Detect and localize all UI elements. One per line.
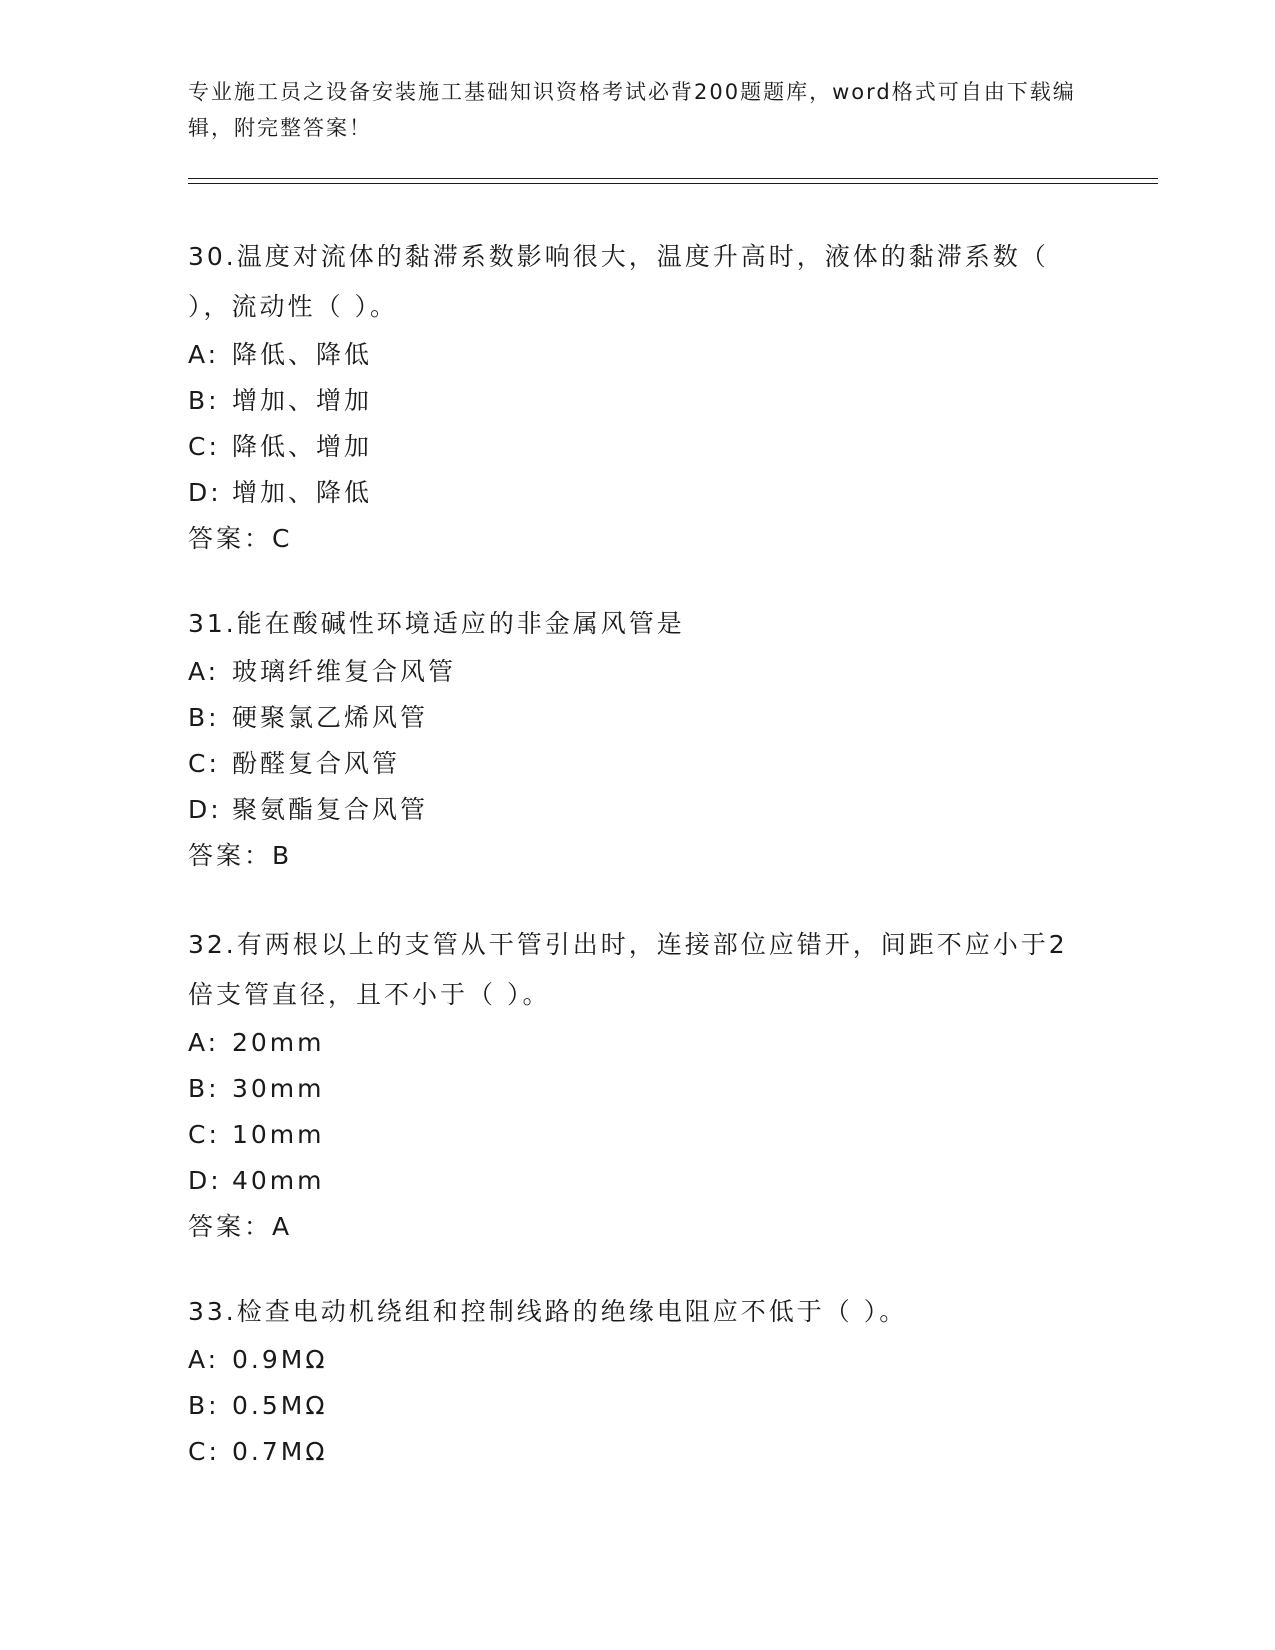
question-stem: 31.能在酸碱性环境适应的非金属风管是 bbox=[188, 609, 685, 638]
option-key: C: bbox=[188, 432, 220, 461]
question-stem: 30.温度对流体的黏滞系数影响很大，温度升高时，液体的黏滞系数（ ），流动性（ ）。 bbox=[188, 242, 1049, 321]
option-key: A: bbox=[188, 340, 220, 369]
option-key: B: bbox=[188, 1074, 220, 1103]
option-key: B: bbox=[188, 703, 220, 732]
option-b bbox=[188, 378, 1088, 424]
header-divider-bottom bbox=[188, 183, 1158, 184]
option-c bbox=[188, 424, 1088, 470]
option-a bbox=[188, 1020, 1088, 1066]
option-text: 30mm bbox=[232, 1074, 325, 1103]
option-text: 降低、降低 bbox=[232, 340, 373, 369]
option-d bbox=[188, 470, 1088, 516]
option-key: C: bbox=[188, 1437, 220, 1466]
option-b bbox=[188, 1383, 1088, 1429]
option-text: 0.5MΩ bbox=[232, 1391, 328, 1420]
option-text: 增加、增加 bbox=[232, 386, 373, 415]
answer-value: A bbox=[272, 1212, 293, 1241]
answer-label: 答案： bbox=[188, 1212, 273, 1241]
question-30 bbox=[188, 232, 1088, 562]
option-text: 0.9MΩ bbox=[232, 1345, 328, 1374]
option-key: D: bbox=[188, 795, 222, 824]
option-text: 硬聚氯乙烯风管 bbox=[232, 703, 429, 732]
option-key: C: bbox=[188, 1120, 220, 1149]
header-divider-top bbox=[188, 178, 1158, 179]
option-key: B: bbox=[188, 386, 220, 415]
answer-line bbox=[188, 516, 1088, 562]
option-c bbox=[188, 741, 1088, 787]
option-c bbox=[188, 1112, 1088, 1158]
option-key: B: bbox=[188, 1391, 220, 1420]
option-a bbox=[188, 649, 1088, 695]
option-key: C: bbox=[188, 749, 220, 778]
option-text: 0.7MΩ bbox=[232, 1437, 328, 1466]
option-c bbox=[188, 1429, 1088, 1475]
option-text: 40mm bbox=[232, 1166, 325, 1195]
option-key: D: bbox=[188, 1166, 222, 1195]
option-text: 降低、增加 bbox=[232, 432, 373, 461]
option-text: 增加、降低 bbox=[232, 478, 373, 507]
option-d bbox=[188, 1158, 1088, 1204]
option-text: 酚醛复合风管 bbox=[232, 749, 401, 778]
answer-line bbox=[188, 833, 1088, 879]
option-key: D: bbox=[188, 478, 222, 507]
option-key: A: bbox=[188, 657, 220, 686]
question-stem: 32.有两根以上的支管从干管引出时，连接部位应错开，间距不应小于2倍支管直径，且不小于（ ）。 bbox=[188, 930, 1068, 1009]
question-33 bbox=[188, 1287, 1088, 1475]
answer-label: 答案： bbox=[188, 841, 273, 870]
option-a bbox=[188, 332, 1088, 378]
question-32 bbox=[188, 920, 1088, 1250]
option-b bbox=[188, 695, 1088, 741]
answer-value: C bbox=[272, 524, 293, 553]
option-text: 10mm bbox=[232, 1120, 325, 1149]
option-text: 聚氨酯复合风管 bbox=[232, 795, 429, 824]
answer-line bbox=[188, 1204, 1088, 1250]
option-d bbox=[188, 787, 1088, 833]
option-b bbox=[188, 1066, 1088, 1112]
question-stem: 33.检查电动机绕组和控制线路的绝缘电阻应不低于（ ）。 bbox=[188, 1297, 908, 1326]
option-key: A: bbox=[188, 1345, 220, 1374]
answer-label: 答案： bbox=[188, 524, 273, 553]
option-a bbox=[188, 1337, 1088, 1383]
option-text: 20mm bbox=[232, 1028, 325, 1057]
option-key: A: bbox=[188, 1028, 220, 1057]
answer-value: B bbox=[272, 841, 293, 870]
question-31 bbox=[188, 599, 1088, 879]
document-header: 专业施工员之设备安装施工基础知识资格考试必背200题题库，word格式可自由下载编辑，附完整答案！ bbox=[188, 80, 1076, 140]
option-text: 玻璃纤维复合风管 bbox=[232, 657, 457, 686]
